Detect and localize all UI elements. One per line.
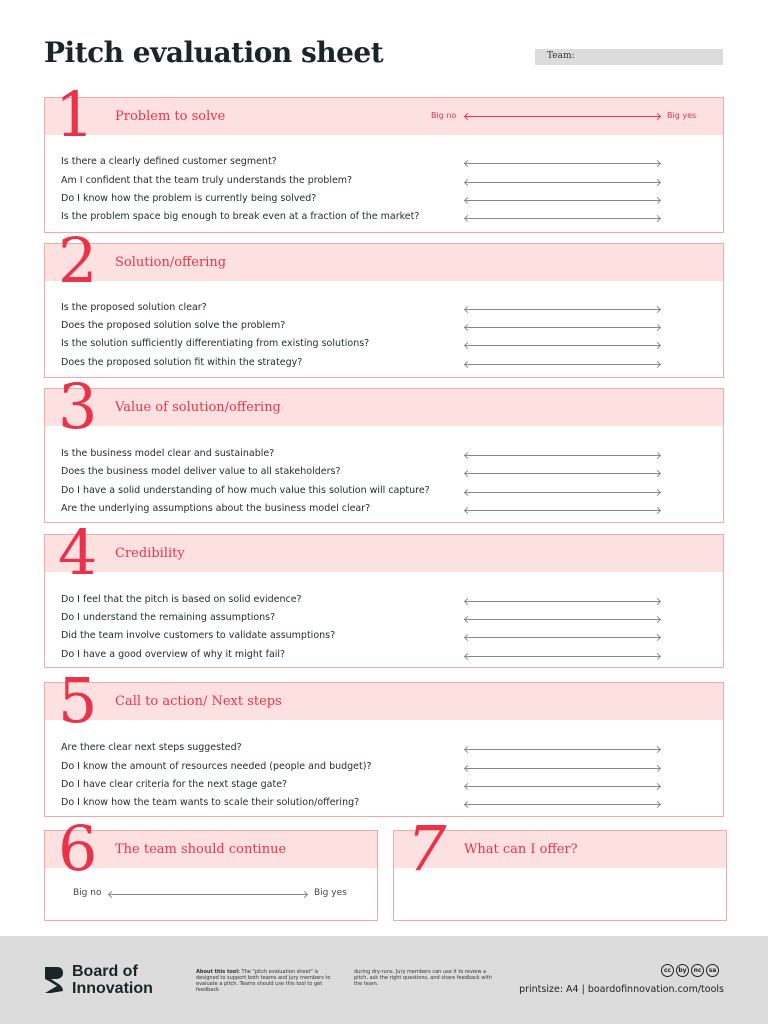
section-number: 5 bbox=[58, 664, 98, 737]
section-title: What can I offer? bbox=[464, 842, 578, 857]
section-number: 1 bbox=[55, 78, 95, 151]
rating-scale[interactable] bbox=[465, 637, 660, 638]
scale-arrow-icon bbox=[465, 116, 660, 117]
section-call-to-action bbox=[44, 682, 724, 817]
question: Do I understand the remaining assumptions? bbox=[61, 612, 276, 623]
question: Does the proposed solution solve the problem? bbox=[61, 320, 286, 331]
question: Is the business model clear and sustainable? bbox=[61, 448, 275, 459]
question: Do I know how the team wants to scale their solution/offering? bbox=[61, 797, 360, 808]
section-problem bbox=[44, 97, 724, 233]
question: Is there a clearly defined customer segment? bbox=[61, 156, 277, 167]
by-icon: by bbox=[676, 964, 689, 977]
section-title: The team should continue bbox=[115, 842, 287, 857]
about-text-col2: during dry-runs. Jury members can use it to review a pitch, ask the right questions, and share feedback with the team. bbox=[354, 969, 492, 987]
question: Do I have a solid understanding of how much value this solution will capture? bbox=[61, 485, 430, 496]
question: Are the underlying assumptions about the business model clear? bbox=[61, 503, 371, 514]
printsize-link[interactable]: printsize: A4 | boardofinnovation.com/tools bbox=[519, 984, 724, 995]
rating-scale[interactable] bbox=[465, 182, 660, 183]
section-title: Call to action/ Next steps bbox=[115, 694, 282, 709]
rating-scale[interactable] bbox=[465, 786, 660, 787]
scale-high-label: Big yes bbox=[667, 111, 697, 120]
section-header bbox=[45, 98, 723, 135]
rating-scale[interactable] bbox=[465, 749, 660, 750]
section-header bbox=[45, 244, 723, 281]
rating-scale[interactable] bbox=[465, 601, 660, 602]
nc-icon: nc bbox=[691, 964, 704, 977]
rating-scale[interactable] bbox=[465, 492, 660, 493]
section-header bbox=[45, 535, 723, 572]
rating-scale[interactable] bbox=[465, 345, 660, 346]
question: Do I have clear criteria for the next stage gate? bbox=[61, 779, 288, 790]
rating-scale[interactable] bbox=[465, 619, 660, 620]
cc-icon: cc bbox=[661, 964, 674, 977]
rating-scale[interactable] bbox=[465, 473, 660, 474]
brand-name bbox=[72, 963, 153, 997]
question: Am I confident that the team truly understands the problem? bbox=[61, 175, 353, 186]
rating-scale[interactable] bbox=[465, 455, 660, 456]
rating-scale[interactable] bbox=[465, 200, 660, 201]
section-value bbox=[44, 388, 724, 523]
about-body: The "pitch evaluation sheet" is designed to support both teams and jury members to evaluate a pitch. Teams should use this tool to get feedback bbox=[196, 969, 331, 993]
rating-scale[interactable] bbox=[465, 309, 660, 310]
section-title: Problem to solve bbox=[115, 109, 226, 124]
team-field[interactable] bbox=[535, 49, 723, 65]
scale-low-label: Big no bbox=[73, 888, 102, 898]
scale-high-label: Big yes bbox=[314, 888, 347, 898]
section-number: 4 bbox=[58, 516, 98, 589]
question: Do I have a good overview of why it might fail? bbox=[61, 649, 286, 660]
section-header bbox=[45, 389, 723, 426]
question: Is the proposed solution clear? bbox=[61, 302, 207, 313]
section-title: Credibility bbox=[115, 546, 185, 561]
section-number: 6 bbox=[58, 812, 98, 885]
brand-line-1: Board of bbox=[72, 963, 138, 980]
question: Do I know how the problem is currently being solved? bbox=[61, 193, 317, 204]
question: Did the team involve customers to validate assumptions? bbox=[61, 630, 336, 641]
section-number: 7 bbox=[407, 812, 447, 885]
section-credibility bbox=[44, 534, 724, 668]
question: Does the business model deliver value to all stakeholders? bbox=[61, 466, 341, 477]
license-icons bbox=[661, 964, 719, 977]
page-title: Pitch evaluation sheet bbox=[44, 36, 384, 69]
section-number: 2 bbox=[58, 224, 98, 297]
section-number: 3 bbox=[58, 370, 98, 443]
scale-low-label: Big no bbox=[431, 111, 457, 120]
about-text-col1 bbox=[196, 969, 341, 993]
section-solution bbox=[44, 243, 724, 378]
section-title: Solution/offering bbox=[115, 255, 227, 270]
rating-scale[interactable] bbox=[465, 510, 660, 511]
rating-scale[interactable] bbox=[465, 327, 660, 328]
sa-icon: sa bbox=[706, 964, 719, 977]
section-header bbox=[45, 683, 723, 720]
question: Are there clear next steps suggested? bbox=[61, 742, 242, 753]
rating-scale[interactable] bbox=[465, 163, 660, 164]
section-title: Value of solution/offering bbox=[115, 400, 281, 415]
rating-scale[interactable] bbox=[465, 364, 660, 365]
question: Is the solution sufficiently differentiating from existing solutions? bbox=[61, 338, 370, 349]
rating-scale[interactable] bbox=[109, 894, 307, 895]
question: Is the problem space big enough to break even at a fraction of the market? bbox=[61, 211, 420, 222]
rating-scale[interactable] bbox=[465, 656, 660, 657]
rating-scale[interactable] bbox=[465, 768, 660, 769]
question: Do I know the amount of resources needed (people and budget)? bbox=[61, 761, 372, 772]
rating-scale[interactable] bbox=[465, 218, 660, 219]
board-of-innovation-logo-icon bbox=[43, 965, 65, 995]
rating-scale[interactable] bbox=[465, 804, 660, 805]
question: Does the proposed solution fit within the strategy? bbox=[61, 357, 303, 368]
team-label: Team: bbox=[547, 51, 575, 61]
question: Do I feel that the pitch is based on solid evidence? bbox=[61, 594, 302, 605]
about-heading: About this tool: bbox=[196, 969, 240, 975]
brand-line-2: Innovation bbox=[72, 980, 153, 997]
